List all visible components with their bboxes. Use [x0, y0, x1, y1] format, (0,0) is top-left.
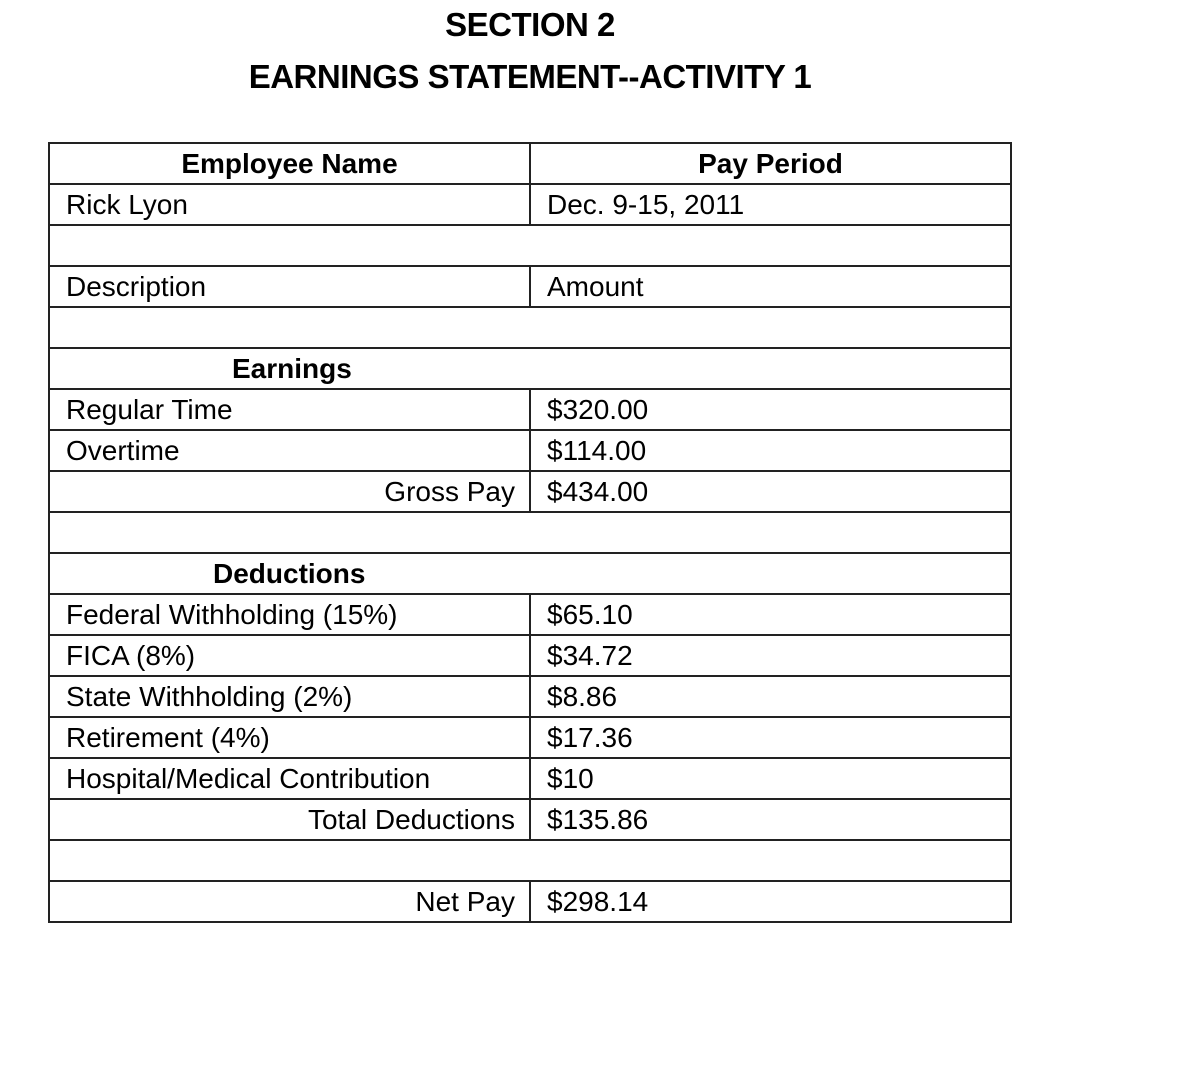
blank-cell [49, 512, 1011, 553]
federal-withholding-amount: $65.10 [530, 594, 1011, 635]
total-deductions-amount: $135.86 [530, 799, 1011, 840]
table-row-blank [49, 225, 1011, 266]
table-row [49, 635, 1011, 676]
amount-header: Amount [530, 266, 1011, 307]
table-row-gross-pay [49, 471, 1011, 512]
table-row-blank [49, 307, 1011, 348]
net-pay-amount: $298.14 [530, 881, 1011, 922]
net-pay-label: Net Pay [49, 881, 530, 922]
blank-cell [49, 225, 1011, 266]
deductions-heading-label: Deductions [213, 557, 366, 589]
table-row-blank [49, 512, 1011, 553]
table-row [49, 676, 1011, 717]
table-row-employee [49, 184, 1011, 225]
employee-name-value: Rick Lyon [49, 184, 530, 225]
retirement-label: Retirement (4%) [49, 717, 530, 758]
overtime-label: Overtime [49, 430, 530, 471]
table-row [49, 430, 1011, 471]
state-withholding-amount: $8.86 [530, 676, 1011, 717]
fica-label: FICA (8%) [49, 635, 530, 676]
table-row [49, 389, 1011, 430]
state-withholding-label: State Withholding (2%) [49, 676, 530, 717]
pay-period-header: Pay Period [530, 143, 1011, 184]
regular-time-label: Regular Time [49, 389, 530, 430]
gross-pay-label: Gross Pay [49, 471, 530, 512]
hospital-medical-amount: $10 [530, 758, 1011, 799]
overtime-amount: $114.00 [530, 430, 1011, 471]
hospital-medical-label: Hospital/Medical Contribution [49, 758, 530, 799]
table-row [49, 717, 1011, 758]
pay-period-value: Dec. 9-15, 2011 [530, 184, 1011, 225]
retirement-amount: $17.36 [530, 717, 1011, 758]
table-row-earnings-heading [49, 348, 1011, 389]
description-header: Description [49, 266, 530, 307]
earnings-statement-table [48, 142, 1012, 923]
federal-withholding-label: Federal Withholding (15%) [49, 594, 530, 635]
earnings-heading [49, 348, 1011, 389]
gross-pay-amount: $434.00 [530, 471, 1011, 512]
table-row-blank [49, 840, 1011, 881]
table-row [49, 594, 1011, 635]
total-deductions-label: Total Deductions [49, 799, 530, 840]
fica-amount: $34.72 [530, 635, 1011, 676]
table-row-net-pay [49, 881, 1011, 922]
statement-title: EARNINGS STATEMENT--ACTIVITY 1 [248, 58, 812, 95]
regular-time-amount: $320.00 [530, 389, 1011, 430]
table-row-header [49, 143, 1011, 184]
blank-cell [49, 307, 1011, 348]
table-row-deductions-heading [49, 553, 1011, 594]
table-row [49, 758, 1011, 799]
section-title: SECTION 2 [445, 6, 615, 43]
deductions-heading [49, 553, 1011, 594]
blank-cell [49, 840, 1011, 881]
employee-name-header: Employee Name [49, 143, 530, 184]
table-row-total-deductions [49, 799, 1011, 840]
table-row-column-labels [49, 266, 1011, 307]
earnings-heading-label: Earnings [232, 352, 352, 384]
